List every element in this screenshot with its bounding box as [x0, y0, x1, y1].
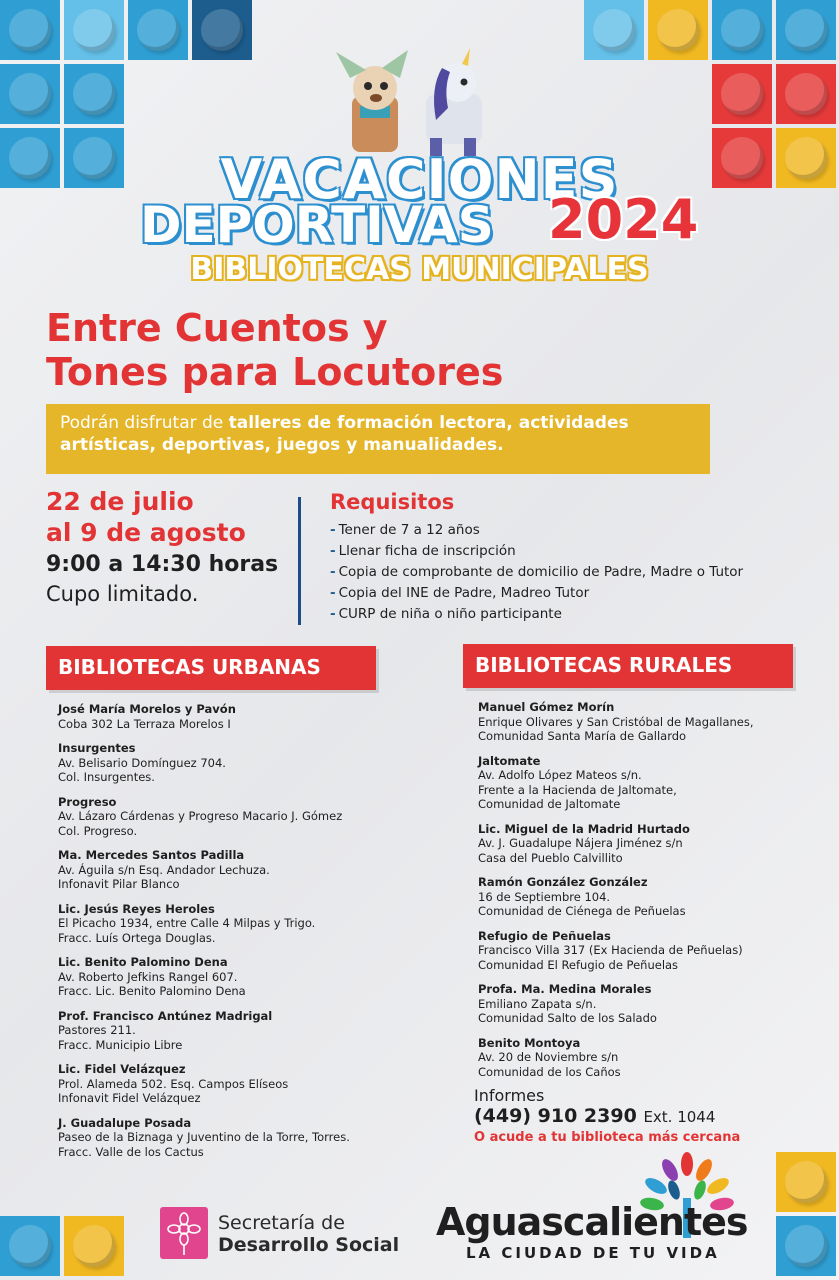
library-name: Lic. Benito Palomino Dena: [58, 955, 228, 969]
brick: [64, 1216, 124, 1276]
library-address: Fracc. Municipio Libre: [58, 1037, 183, 1052]
header-subtitle: BIBLIOTECAS MUNICIPALES: [190, 252, 649, 287]
library-entry: [58, 1009, 398, 1053]
contact-hint: O acude a tu biblioteca más cercana: [474, 1130, 741, 1145]
library-address: Pastores 211.: [58, 1023, 136, 1037]
description-activities: talleres de formación lectora, actividades artísticas, deportivas, juegos y manualidades.: [60, 413, 629, 455]
brick: [776, 1216, 836, 1276]
library-name: Profa. Ma. Medina Morales: [478, 982, 652, 996]
library-address: Av. Belisario Domínguez 704.: [58, 755, 226, 770]
urban-libraries-heading: BIBLIOTECAS URBANAS: [46, 646, 376, 690]
library-address: Enrique Olivares y San Cristóbal de Magallanes,: [478, 714, 754, 729]
brick: [0, 64, 60, 124]
brick: [648, 0, 708, 60]
library-entry: [58, 741, 398, 785]
description-box: [46, 404, 710, 474]
library-name: Benito Montoya: [478, 1035, 581, 1050]
library-address: Infonavit Fidel Velázquez: [58, 1091, 201, 1105]
library-entry: [478, 822, 818, 866]
library-entry: [58, 1116, 398, 1160]
library-address: Fracc. Luís Ortega Douglas.: [58, 930, 216, 945]
library-entry: [58, 955, 398, 999]
library-address: 16 de Septiembre 104.: [478, 889, 611, 904]
library-address: Av. Lázaro Cárdenas y Progreso Macario J. Gómez: [58, 809, 343, 823]
library-address: Comunidad Salto de los Salado: [478, 1011, 657, 1025]
library-name: Prof. Francisco Antúnez Madrigal: [58, 1008, 273, 1023]
library-name: J. Guadalupe Posada: [58, 1115, 192, 1130]
requirement-text: Tener de 7 a 12 años: [338, 522, 480, 538]
brick: [712, 0, 772, 60]
library-address: Frente a la Hacienda de Jaltomate,: [478, 782, 677, 797]
library-address: Paseo de la Biznaga y Juventino de la Torre, Torres.: [58, 1130, 350, 1144]
urban-libraries-list: [58, 702, 398, 1169]
flower-emblem-icon: [160, 1207, 208, 1259]
requirement-text: CURP de niña o niño participante: [338, 606, 562, 622]
dash-icon: -: [330, 606, 336, 622]
library-name: José María Morelos y Pavón: [58, 702, 236, 716]
library-address: Infonavit Pilar Blanco: [58, 877, 180, 891]
city-name: Aguascalientes: [436, 1200, 748, 1244]
library-name: Refugio de Peñuelas: [478, 928, 611, 943]
library-address: Av. Adolfo López Mateos s/n.: [478, 768, 642, 782]
library-address: Av. J. Guadalupe Nájera Jiménez s/n: [478, 836, 683, 850]
dash-icon: -: [330, 543, 336, 559]
brick: [584, 0, 644, 60]
brick: [64, 64, 124, 124]
workshop-title-line2: Tones para Locutores: [46, 350, 504, 394]
library-entry: [58, 848, 398, 892]
library-address: Av. Roberto Jefkins Rangel 607.: [58, 969, 238, 984]
library-entry: [58, 795, 398, 839]
dash-icon: -: [330, 585, 336, 601]
library-address: Comunidad Santa María de Gallardo: [478, 729, 687, 743]
requirement-text: Copia del INE de Padre, Madreo Tutor: [338, 585, 590, 601]
library-address: Comunidad El Refugio de Peñuelas: [478, 957, 679, 972]
library-address: Comunidad de los Caños: [478, 1064, 621, 1079]
vertical-divider: [298, 497, 301, 625]
brick: [64, 0, 124, 60]
dash-icon: -: [330, 522, 336, 538]
header-title-deportivas: DEPORTIVAS: [140, 196, 494, 254]
library-entry: [478, 875, 818, 919]
contact-extension: Ext. 1044: [643, 1108, 716, 1126]
library-entry: [478, 700, 818, 744]
contact-label: Informes: [474, 1086, 545, 1105]
library-address: Comunidad de Jaltomate: [478, 797, 621, 811]
hours: 9:00 a 14:30 horas: [46, 552, 279, 577]
schedule-block: [46, 486, 296, 608]
requirement-item: [330, 583, 800, 604]
dash-icon: -: [330, 564, 336, 580]
requirement-text: Llenar ficha de inscripción: [338, 543, 516, 559]
library-entry: [58, 902, 398, 946]
library-entry: [478, 1036, 818, 1080]
library-name: Progreso: [58, 794, 117, 809]
library-address: Col. Progreso.: [58, 823, 138, 838]
header-year: 2024: [548, 188, 699, 251]
date-start: 22 de julio: [46, 487, 194, 516]
requirement-text: Copia de comprobante de domicilio de Padre, Madre o Tutor: [338, 564, 744, 580]
brick: [0, 1216, 60, 1276]
aguascalientes-logo: [436, 1150, 756, 1265]
library-name: Ma. Mercedes Santos Padilla: [58, 848, 245, 862]
toy-dog-icon: [336, 50, 408, 152]
library-address: Coba 302 La Terraza Morelos I: [58, 716, 231, 731]
brick: [128, 0, 188, 60]
library-name: Ramón González González: [478, 875, 648, 889]
brick: [776, 64, 836, 124]
header-title-vacaciones: VACACIONES: [220, 148, 619, 211]
library-address: Casa del Pueblo Calvillito: [478, 850, 623, 865]
library-address: Francisco Villa 317 (Ex Hacienda de Peñuelas): [478, 943, 743, 957]
library-entry: [478, 754, 818, 812]
brick: [712, 64, 772, 124]
requirement-item: [330, 541, 800, 562]
library-address: Prol. Alameda 502. Esq. Campos Elíseos: [58, 1076, 289, 1091]
brick: [776, 0, 836, 60]
toy-unicorn-icon: [426, 48, 482, 156]
library-address: Av. Águila s/n Esq. Andador Lechuza.: [58, 862, 270, 877]
secretaria-line1: Secretaría de: [218, 1212, 345, 1234]
date-end: al 9 de agosto: [46, 518, 246, 547]
requirements-title: Requisitos: [330, 490, 455, 514]
rural-libraries-heading: BIBLIOTECAS RURALES: [463, 644, 793, 688]
toy-mascots-illustration: [330, 48, 500, 158]
library-name: Jaltomate: [478, 753, 541, 768]
brick: [0, 0, 60, 60]
library-address: Fracc. Lic. Benito Palomino Dena: [58, 984, 246, 998]
library-address: Col. Insurgentes.: [58, 770, 155, 784]
description-intro: Podrán disfrutar de: [60, 413, 229, 433]
requirement-item: [330, 562, 800, 583]
library-address: Comunidad de Ciénega de Peñuelas: [478, 904, 686, 918]
workshop-title-line1: Entre Cuentos y: [46, 306, 388, 350]
rural-libraries-list: [478, 700, 818, 1089]
library-name: Insurgentes: [58, 741, 136, 755]
requirements-block: [330, 490, 800, 625]
secretaria-logo: [160, 1207, 410, 1259]
library-address: Av. 20 de Noviembre s/n: [478, 1050, 619, 1064]
library-entry: [58, 1062, 398, 1106]
contact-block: [474, 1086, 794, 1145]
library-name: Manuel Gómez Morín: [478, 700, 615, 714]
library-entry: [478, 982, 818, 1026]
library-entry: [478, 929, 818, 973]
requirement-item: [330, 604, 800, 625]
city-tagline: LA CIUDAD DE TU VIDA: [466, 1244, 720, 1262]
brick: [192, 0, 252, 60]
requirement-item: [330, 520, 800, 541]
library-address: El Picacho 1934, entre Calle 4 Milpas y Trigo.: [58, 916, 316, 930]
secretaria-line2: Desarrollo Social: [218, 1234, 400, 1256]
capacity-note: Cupo limitado.: [46, 582, 199, 606]
library-entry: [58, 702, 398, 731]
contact-phone: (449) 910 2390: [474, 1105, 637, 1127]
library-name: Lic. Fidel Velázquez: [58, 1062, 186, 1076]
library-name: Lic. Jesús Reyes Heroles: [58, 901, 215, 916]
library-name: Lic. Miguel de la Madrid Hurtado: [478, 821, 690, 836]
library-address: Emiliano Zapata s/n.: [478, 996, 597, 1011]
brick: [776, 1152, 836, 1212]
library-address: Fracc. Valle de los Cactus: [58, 1144, 204, 1159]
